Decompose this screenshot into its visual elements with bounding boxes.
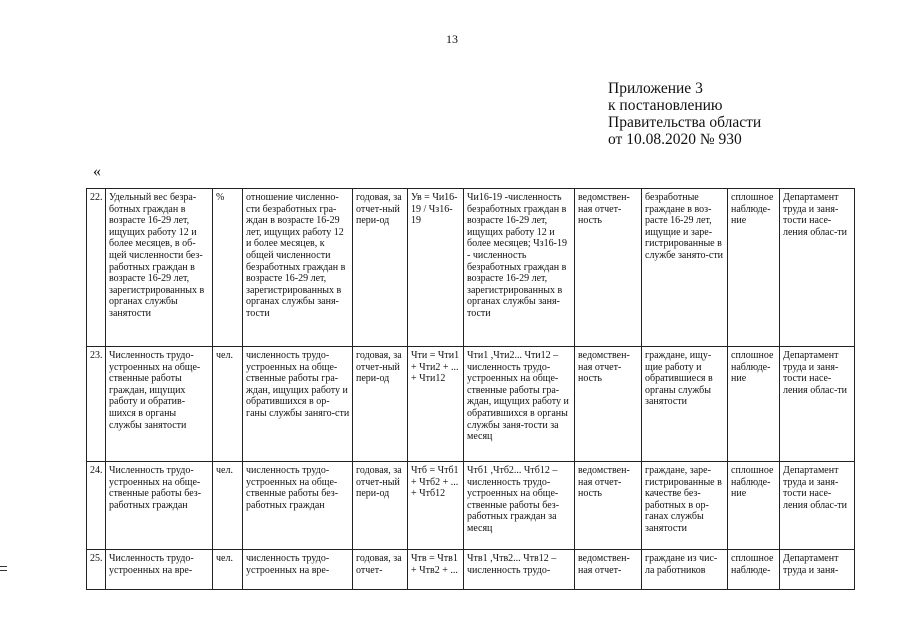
unit-cell: чел. bbox=[213, 550, 243, 590]
row-number: 22. bbox=[87, 189, 106, 347]
table-row bbox=[87, 550, 855, 590]
population-cell: граждане, заре-гистрированные в качестве без-работных в ор-ганах службы занятости bbox=[642, 462, 728, 550]
source-cell: ведомствен-ная отчет-ность bbox=[575, 347, 642, 462]
formula-cell: Чтб = Чтб1 + Чтб2 + ... + Чтб12 bbox=[408, 462, 464, 550]
population-cell: граждане из чис-ла работников bbox=[642, 550, 728, 590]
opening-quote: « bbox=[93, 163, 101, 180]
responsible-cell: Департамент труда и заня-тости насе-ления облас-ти bbox=[780, 189, 855, 347]
row-number: 23. bbox=[87, 347, 106, 462]
row-number: 24. bbox=[87, 462, 106, 550]
unit-cell: чел. bbox=[213, 347, 243, 462]
period-cell: годовая, за отчет-ный пери-од bbox=[353, 347, 408, 462]
variables-cell: Чти1 ,Чти2... Чти12 – численность трудо-устроенных на обще-ственные работы гра-ждан, ищущих работу и обратившихся в органы службы заня-тости за месяц bbox=[464, 347, 575, 462]
responsible-cell: Департамент труда и заня-тости насе-ления облас-ти bbox=[780, 347, 855, 462]
responsible-cell: Департамент труда и заня- bbox=[780, 550, 855, 590]
definition-cell: численность трудо-устроенных на обще-ственные работы без-работных граждан bbox=[243, 462, 353, 550]
definition-cell: отношение численно-сти безработных гра-ждан в возрасте 16-29 лет, ищущих работу 12 и более месяцев, к общей численности безработных граждан в возрасте 16-29 лет, зарегистрированных в органах службы заня-тости bbox=[243, 189, 353, 347]
definition-cell: численность трудо-устроенных на обще-ственные работы гра-ждан, ищущих работу и обратившихся в ор-ганы службы заняго-сти bbox=[243, 347, 353, 462]
source-cell: ведомствен-ная отчет-ность bbox=[575, 189, 642, 347]
appendix-line1: Приложение 3 bbox=[608, 80, 703, 97]
appendix-line2: к постановлению bbox=[608, 97, 723, 114]
appendix-line3: Правительства области bbox=[608, 114, 762, 131]
source-cell: ведомствен-ная отчет- bbox=[575, 550, 642, 590]
appendix-line4: от 10.08.2020 № 930 bbox=[608, 131, 742, 148]
population-cell: безработные граждане в воз-расте 16-29 лет, ищущие и заре-гистрированные в службе занято-сти bbox=[642, 189, 728, 347]
formula-cell: Чти = Чти1 + Чти2 + ... + Чти12 bbox=[408, 347, 464, 462]
variables-cell: Чтб1 ,Чтб2... Чтб12 – численность трудо-устроенных на обще-ственные работы без-работных граждан за месяц bbox=[464, 462, 575, 550]
appendix-header bbox=[608, 80, 761, 148]
indicator-name: Численность трудо-устроенных на обще-ственные работы граждан, ищущих работу и обратив-шихся в органы службы занятости bbox=[106, 347, 213, 462]
margin-mark bbox=[0, 566, 7, 567]
variables-cell: Чи16-19 -численность безработных граждан в возрасте 16-29 лет, ищущих работу 12 и более месяцев; Чз16-19 - численность безработных граждан в возрасте 16-29 лет, зарегистрированных в органах службы заня-тости bbox=[464, 189, 575, 347]
indicator-name: Численность трудо-устроенных на обще-ственные работы без-работных граждан bbox=[106, 462, 213, 550]
unit-cell: % bbox=[213, 189, 243, 347]
page-number: 13 bbox=[446, 32, 458, 46]
period-cell: годовая, за отчет-ный пери-од bbox=[353, 462, 408, 550]
formula-cell: Чтв = Чтв1 + Чтв2 + ... bbox=[408, 550, 464, 590]
table-row bbox=[87, 189, 855, 347]
method-cell: сплошное наблюде-ние bbox=[728, 462, 780, 550]
table-row bbox=[87, 462, 855, 550]
source-cell: ведомствен-ная отчет-ность bbox=[575, 462, 642, 550]
unit-cell: чел. bbox=[213, 462, 243, 550]
responsible-cell: Департамент труда и заня-тости насе-ления облас-ти bbox=[780, 462, 855, 550]
indicators-table bbox=[86, 188, 855, 590]
formula-cell: Ув = Чи16-19 / Чз16-19 bbox=[408, 189, 464, 347]
period-cell: годовая, за отчет-ный пери-од bbox=[353, 189, 408, 347]
period-cell: годовая, за отчет- bbox=[353, 550, 408, 590]
margin-mark bbox=[0, 570, 7, 571]
method-cell: сплошное наблюде-ние bbox=[728, 347, 780, 462]
indicator-name: Численность трудо-устроенных на вре- bbox=[106, 550, 213, 590]
table-row bbox=[87, 347, 855, 462]
method-cell: сплошное наблюде-ние bbox=[728, 189, 780, 347]
row-number: 25. bbox=[87, 550, 106, 590]
indicator-name: Удельный вес безра-ботных граждан в возрасте 16-29 лет, ищущих работу 12 и более месяцев, в об-щей численности без-работных граждан в возрасте 16-29 лет, зарегистрированных в органах службы занятости bbox=[106, 189, 213, 347]
definition-cell: численность трудо-устроенных на вре- bbox=[243, 550, 353, 590]
method-cell: сплошное наблюде- bbox=[728, 550, 780, 590]
population-cell: граждане, ищу-щие работу и обратившиеся в органы службы занятости bbox=[642, 347, 728, 462]
variables-cell: Чтв1 ,Чтв2... Чтв12 – численность трудо- bbox=[464, 550, 575, 590]
